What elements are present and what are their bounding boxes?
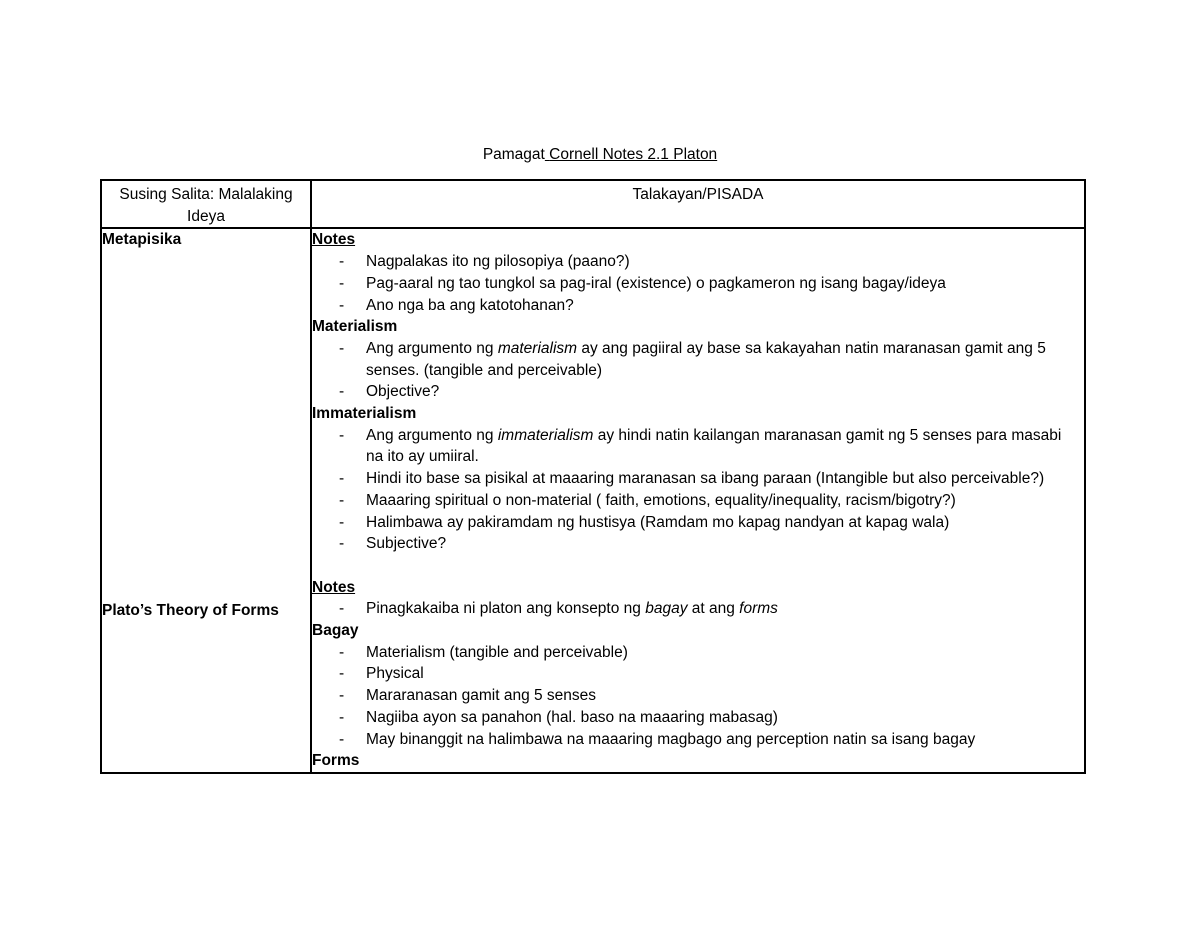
list-item: - Halimbawa ay pakiramdam ng hustisya (Ramdam mo kapag nandyan at kapag wala)	[339, 513, 950, 531]
list-item: - Subjective?	[339, 535, 447, 553]
title-prefix: Pamagat	[482, 146, 545, 163]
notes-label: Notes	[312, 231, 356, 249]
list-item: - Pinagkakaiba ni platon ang konsepto ng bagay at ang forms	[339, 600, 778, 618]
notes-header: Talakayan/PISADA	[311, 180, 1085, 228]
bagay-list	[312, 642, 1084, 751]
keyword-metapisika: Metapisika	[102, 231, 182, 249]
keywords-column	[101, 228, 311, 773]
forms-notes-list	[312, 598, 1084, 620]
list-item: - Ano nga ba ang katotohanan?	[339, 296, 574, 314]
cornell-notes-table	[100, 179, 1086, 774]
materialism-label: Materialism	[312, 318, 398, 336]
document-title	[0, 144, 1200, 166]
table-header-row	[101, 180, 1085, 228]
forms-label: Forms	[312, 752, 360, 770]
list-item: - Materialism (tangible and perceivable)	[339, 643, 628, 661]
list-item: - Physical	[339, 665, 424, 683]
list-item: - Hindi ito base sa pisikal at maaaring maranasan sa ibang paraan (Intangible but also perceivable?)	[339, 470, 1045, 488]
notes-label-2: Notes	[312, 578, 356, 596]
list-item: - Maaaring spiritual o non-material ( faith, emotions, equality/inequality, racism/bigotry?)	[339, 491, 956, 509]
bagay-label: Bagay	[312, 622, 359, 640]
notes-list	[312, 251, 1084, 316]
list-item: - May binanggit na halimbawa na maaaring magbago ang perception natin sa isang bagay	[339, 730, 976, 748]
immaterialism-list	[312, 425, 1084, 555]
keyword-theory-of-forms: Plato’s Theory of Forms	[102, 602, 279, 620]
list-item: - Ang argumento ng immaterialism ay hindi natin kailangan maranasan gamit ng 5 senses para masabi na ito ay umiiral.	[339, 426, 1062, 466]
list-item: - Pag-aaral ng tao tungkol sa pag-iral (existence) o pagkameron ng isang bagay/ideya	[339, 274, 946, 292]
list-item: - Nagpalakas ito ng pilosopiya (paano?)	[339, 253, 630, 271]
table-body-row	[101, 228, 1085, 773]
list-item: - Nagiiba ayon sa panahon (hal. baso na maaaring mabasag)	[339, 708, 778, 726]
list-item: - Ang argumento ng materialism ay ang pagiiral ay base sa kakayahan natin maranasan gamit ang 5 senses. (tangible and perceivable)	[339, 339, 1046, 379]
keywords-header: Susing Salita: Malalaking Ideya	[101, 180, 311, 228]
notes-column	[311, 228, 1085, 773]
list-item: - Mararanasan gamit ang 5 senses	[339, 687, 597, 705]
immaterialism-label: Immaterialism	[312, 405, 417, 423]
materialism-list	[312, 338, 1084, 403]
list-item: - Objective?	[339, 383, 440, 401]
title-text: Cornell Notes 2.1 Platon	[549, 146, 718, 163]
